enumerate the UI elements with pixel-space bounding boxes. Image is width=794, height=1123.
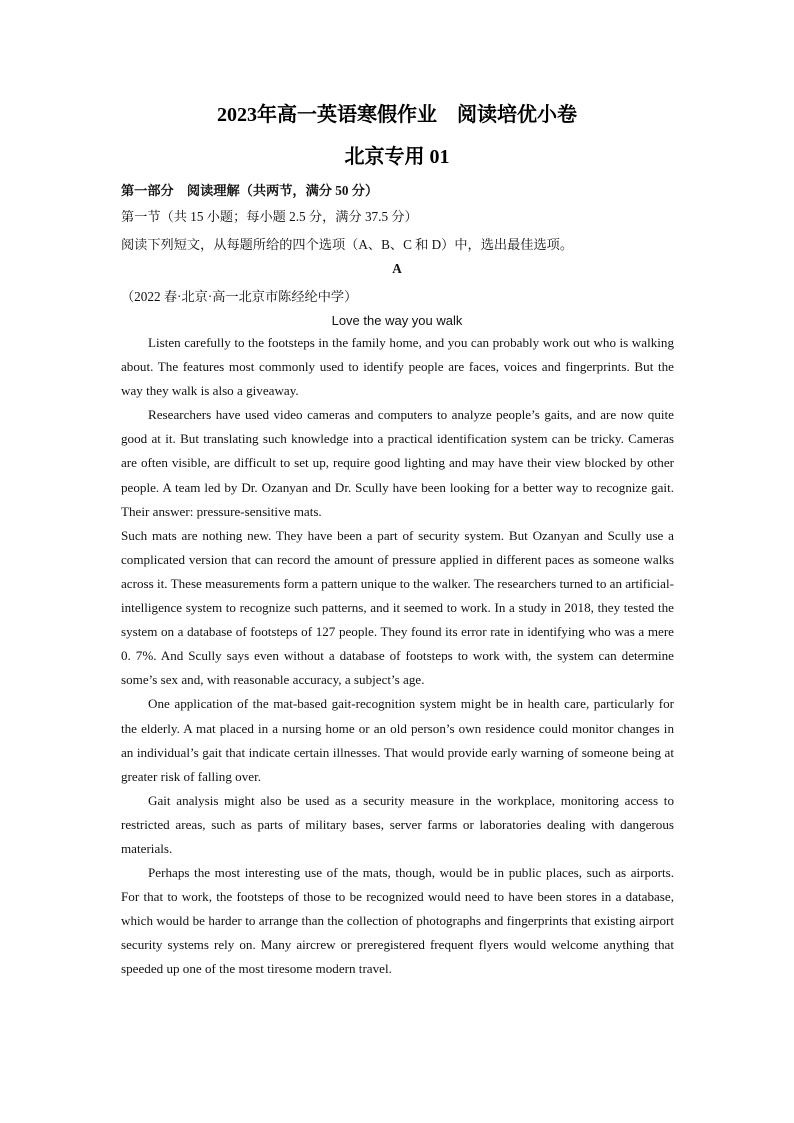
passage-source: （2022 春·北京·高一北京市陈经纶中学）	[121, 289, 358, 304]
section-heading: 第一节（共 15 小题；每小题 2.5 分，满分 37.5 分）	[121, 209, 418, 224]
paragraph: Researchers have used video cameras and computers to analyze people’s gaits, and are now quite good at it. But translating such knowledge into a practical identification system can be tricky. Cameras are often visible, are difficult to set up, require good lighting and may have their view blocked by other people. A team led by Dr. Ozanyan and Dr. Scully have been looking for a better way to recognize gait. Their answer: pressure-sensitive mats.	[121, 407, 674, 519]
passage-title: Love the way you walk	[331, 313, 463, 328]
document-subtitle: 北京专用 01	[344, 146, 450, 168]
paragraph: One application of the mat-based gait-recognition system might be in health care, particularly for the elderly. A mat placed in a nursing home or an old person’s own residence could monitor changes in an individual’s gait that indicate certain illnesses. That would provide early warning of someone being at greater risk of falling over.	[121, 696, 674, 784]
paragraph: Such mats are nothing new. They have been a part of security system. But Ozanyan and Scully use a complicated version that can record the amount of pressure applied in different paces as someone walks across it. These measurements form a pattern unique to the walker. The researchers turned to an artificial-intelligence system to recognize such patterns, and it seemed to work. In a study in 2018, they tested the system on a database of footsteps of 127 people. They found its error rate in identifying who was a mere 0. 7%. And Scully says even without a database of footsteps to work with, the system can determine some’s sex and, with reasonable accuracy, a subject’s age.	[121, 527, 674, 688]
instructions: 阅读下列短文，从每题所给的四个选项（A、B、C 和 D）中，选出最佳选项。	[121, 237, 574, 252]
passage-body	[121, 331, 674, 982]
document-title: 2023年高一英语寒假作业 阅读培优小卷	[217, 104, 577, 126]
paragraph: Gait analysis might also be used as a security measure in the workplace, monitoring access to restricted areas, such as parts of military bases, server farms or laboratories dealing with dangerous materials.	[121, 792, 674, 856]
passage-letter: A	[392, 261, 402, 276]
paragraph: Listen carefully to the footsteps in the family home, and you can probably work out who is walking about. The features most commonly used to identify people are faces, voices and fingerprints. But the way they walk is also a giveaway.	[121, 335, 674, 399]
part-heading: 第一部分 阅读理解（共两节，满分 50 分）	[121, 183, 379, 198]
paragraph: Perhaps the most interesting use of the mats, though, would be in public places, such as airports. For that to work, the footsteps of those to be recognized would need to have been stores in a database, which would be harder to arrange than the collection of photographs and fingerprints that existing airport security systems rely on. Many aircrew or preregistered frequent flyers would welcome anything that speeded up one of the most tiresome modern travel.	[121, 865, 674, 977]
